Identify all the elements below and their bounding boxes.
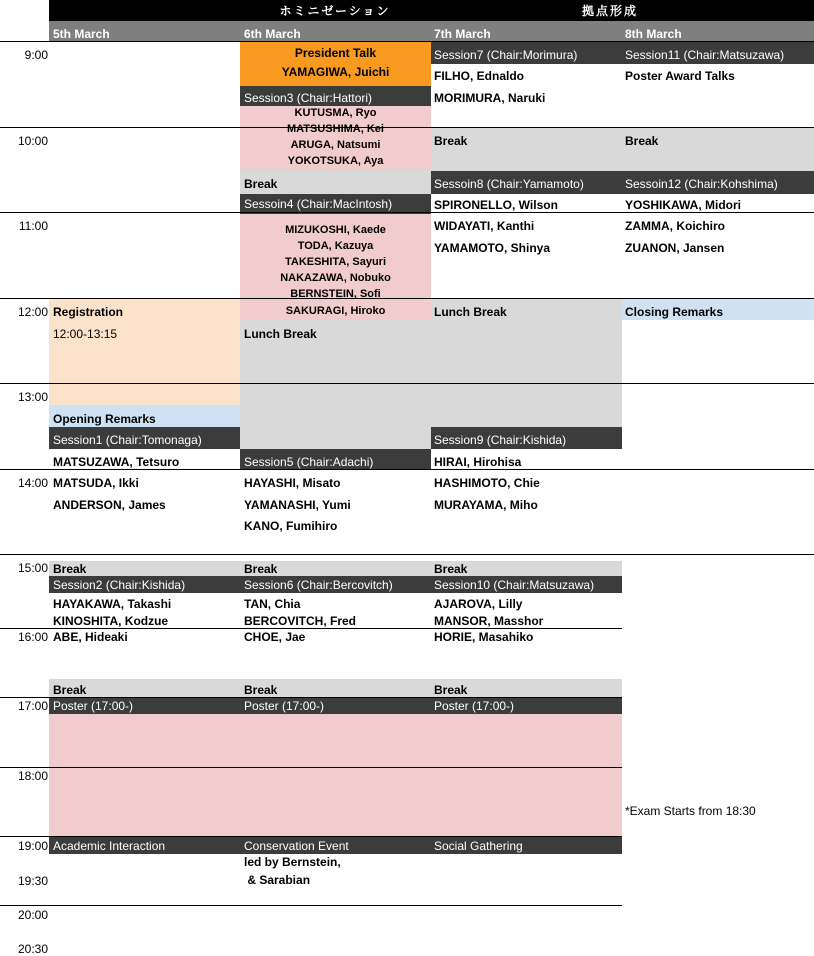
hour-line-14: [0, 469, 814, 470]
talk-item: TAKESHITA, Sayuri: [284, 256, 387, 268]
talk-item: BERNSTEIN, Sofi: [290, 288, 381, 298]
session10-label: Session10 (Chair:Matsuzawa): [434, 578, 595, 592]
break-label: Break: [53, 683, 87, 697]
hour-line-20: [0, 905, 622, 906]
registration-label: Registration: [53, 305, 124, 319]
talk-item: KINOSHITA, Kodzue: [53, 614, 169, 628]
session8-label: Sessoin8 (Chair:Yamamoto): [434, 177, 584, 191]
talk-item: YAMANASHI, Yumi: [244, 498, 351, 512]
talk-item: KUTUSMA, Ryo: [294, 107, 377, 119]
talk-item: ZAMMA, Koichiro: [625, 219, 725, 233]
hour-line-9: [0, 41, 814, 42]
lunch-break-label: Lunch Break: [244, 327, 317, 341]
hour-line-16: [0, 628, 622, 629]
talk-item: Poster Award Talks: [625, 69, 735, 83]
social-gathering-label: Social Gathering: [434, 839, 523, 853]
lunch-break-label: Lunch Break: [434, 305, 507, 319]
conservation-event-note: led by Bernstein,: [244, 855, 341, 869]
break-label: Break: [434, 562, 468, 576]
talk-item: TODA, Kazuya: [297, 240, 374, 252]
talk-item: HIRAI, Hirohisa: [434, 455, 522, 469]
session11-label: Session11 (Chair:Matsuzawa): [625, 48, 785, 62]
closing-remarks-label: Closing Remarks: [625, 305, 724, 319]
time-label: 14:00: [17, 476, 48, 490]
session9-label: Session9 (Chair:Kishida): [434, 433, 567, 447]
hour-line-12: [0, 298, 814, 299]
hour-line-19: [0, 836, 622, 837]
talk-item: NAKAZAWA, Nobuko: [280, 272, 391, 284]
top-header-bar: [49, 0, 814, 21]
poster-label: Poster (17:00-): [244, 699, 325, 713]
time-label: 17:00: [17, 699, 48, 713]
break-label: Break: [434, 134, 468, 148]
poster-session-area: [49, 714, 622, 836]
exam-note: *Exam Starts from 18:30: [625, 804, 756, 818]
talk-item: MATSUZAWA, Tetsuro: [53, 455, 180, 469]
talk-item: SPIRONELLO, Wilson: [434, 198, 558, 212]
talk-item: BERCOVITCH, Fred: [244, 614, 357, 628]
talk-item: MIZUKOSHI, Kaede: [285, 224, 386, 236]
time-label: 12:00: [17, 305, 48, 319]
talk-item: FILHO, Ednaldo: [434, 69, 524, 83]
time-label: 13:00: [17, 390, 48, 404]
time-label: 9:00: [24, 48, 48, 62]
talk-item: ABE, Hideaki: [53, 630, 128, 644]
session3-label: Session3 (Chair:Hattori): [244, 91, 373, 105]
talk-item: WIDAYATI, Kanthi: [434, 219, 535, 233]
time-label: 18:00: [17, 769, 48, 783]
talk-item: MATSUDA, Ikki: [53, 476, 139, 490]
talk-item: TAN, Chia: [244, 597, 301, 611]
talk-item: YAMAMOTO, Shinya: [434, 241, 551, 255]
hour-line-13: [0, 383, 814, 384]
session7-label: Session7 (Chair:Morimura): [434, 48, 578, 62]
day-header-8th: 8th March: [625, 27, 682, 41]
session5-label: Session5 (Chair:Adachi): [244, 455, 374, 469]
break-label: Break: [244, 683, 278, 697]
registration-time: 12:00-13:15: [53, 327, 118, 341]
hub-formation-header: 拠点形成: [581, 4, 638, 18]
time-label: 10:00: [17, 134, 48, 148]
talk-item: CHOE, Jae: [244, 630, 306, 644]
talk-item: HASHIMOTO, Chie: [434, 476, 540, 490]
time-label: 20:00: [17, 908, 48, 922]
talk-item: MANSOR, Masshor: [434, 614, 544, 628]
session12-label: Sessoin12 (Chair:Kohshima): [625, 177, 778, 191]
poster-label: Poster (17:00-): [434, 699, 515, 713]
session4-label: Sessoin4 (Chair:MacIntosh): [244, 197, 393, 211]
talk-item: ARUGA, Natsumi: [290, 139, 381, 151]
talk-item: YOSHIKAWA, Midori: [625, 198, 742, 212]
time-label: 19:00: [17, 839, 48, 853]
conservation-event-label: Conservation Event: [244, 839, 349, 853]
talk-item: KANO, Fumihiro: [244, 519, 338, 533]
talk-item: HAYASHI, Misato: [244, 476, 341, 490]
time-label: 20:30: [17, 942, 48, 956]
talk-item: MATSUSHIMA, Kei: [287, 123, 384, 135]
conservation-event-note: & Sarabian: [244, 873, 311, 887]
day-header-6th: 6th March: [244, 27, 301, 41]
time-label: 15:00: [17, 561, 48, 575]
break-label: Break: [244, 562, 278, 576]
academic-interaction-label: Academic Interaction: [53, 839, 166, 853]
talk-item: ANDERSON, James: [53, 498, 166, 512]
day-header-row: [49, 21, 814, 41]
time-label: 16:00: [17, 630, 48, 644]
opening-remarks-label: Opening Remarks: [53, 412, 156, 426]
poster-label: Poster (17:00-): [53, 699, 134, 713]
talk-item: ZUANON, Jansen: [625, 241, 725, 255]
talk-item: SAKURAGI, Hiroko: [285, 305, 386, 317]
talk-item: HAYAKAWA, Takashi: [53, 597, 172, 611]
hour-line-15: [0, 554, 814, 555]
time-label: 19:30: [17, 874, 48, 888]
session2-label: Session2 (Chair:Kishida): [53, 578, 186, 592]
president-name: YAMAGIWA, Juichi: [281, 65, 390, 79]
session6-label: Session6 (Chair:Bercovitch): [244, 578, 393, 592]
hour-line-17: [0, 697, 622, 698]
break-label: Break: [625, 134, 659, 148]
talk-item: MURAYAMA, Miho: [434, 498, 538, 512]
day-header-5th: 5th March: [53, 27, 110, 41]
talk-item: YOKOTSUKA, Aya: [287, 155, 384, 167]
session1-label: Session1 (Chair:Tomonaga): [53, 433, 202, 447]
break-label: Break: [434, 683, 468, 697]
break-label: Break: [53, 562, 87, 576]
hour-line-18: [0, 767, 622, 768]
talk-item: HORIE, Masahiko: [434, 630, 534, 644]
talk-item: MORIMURA, Naruki: [434, 91, 546, 105]
president-talk-label: President Talk: [294, 46, 377, 60]
break-label: Break: [244, 177, 278, 191]
talk-item: AJAROVA, Lilly: [434, 597, 523, 611]
hominization-header: ホミニゼーション: [279, 4, 391, 18]
day-header-7th: 7th March: [434, 27, 491, 41]
hour-line-11: [0, 212, 814, 213]
time-label: 11:00: [18, 219, 48, 233]
